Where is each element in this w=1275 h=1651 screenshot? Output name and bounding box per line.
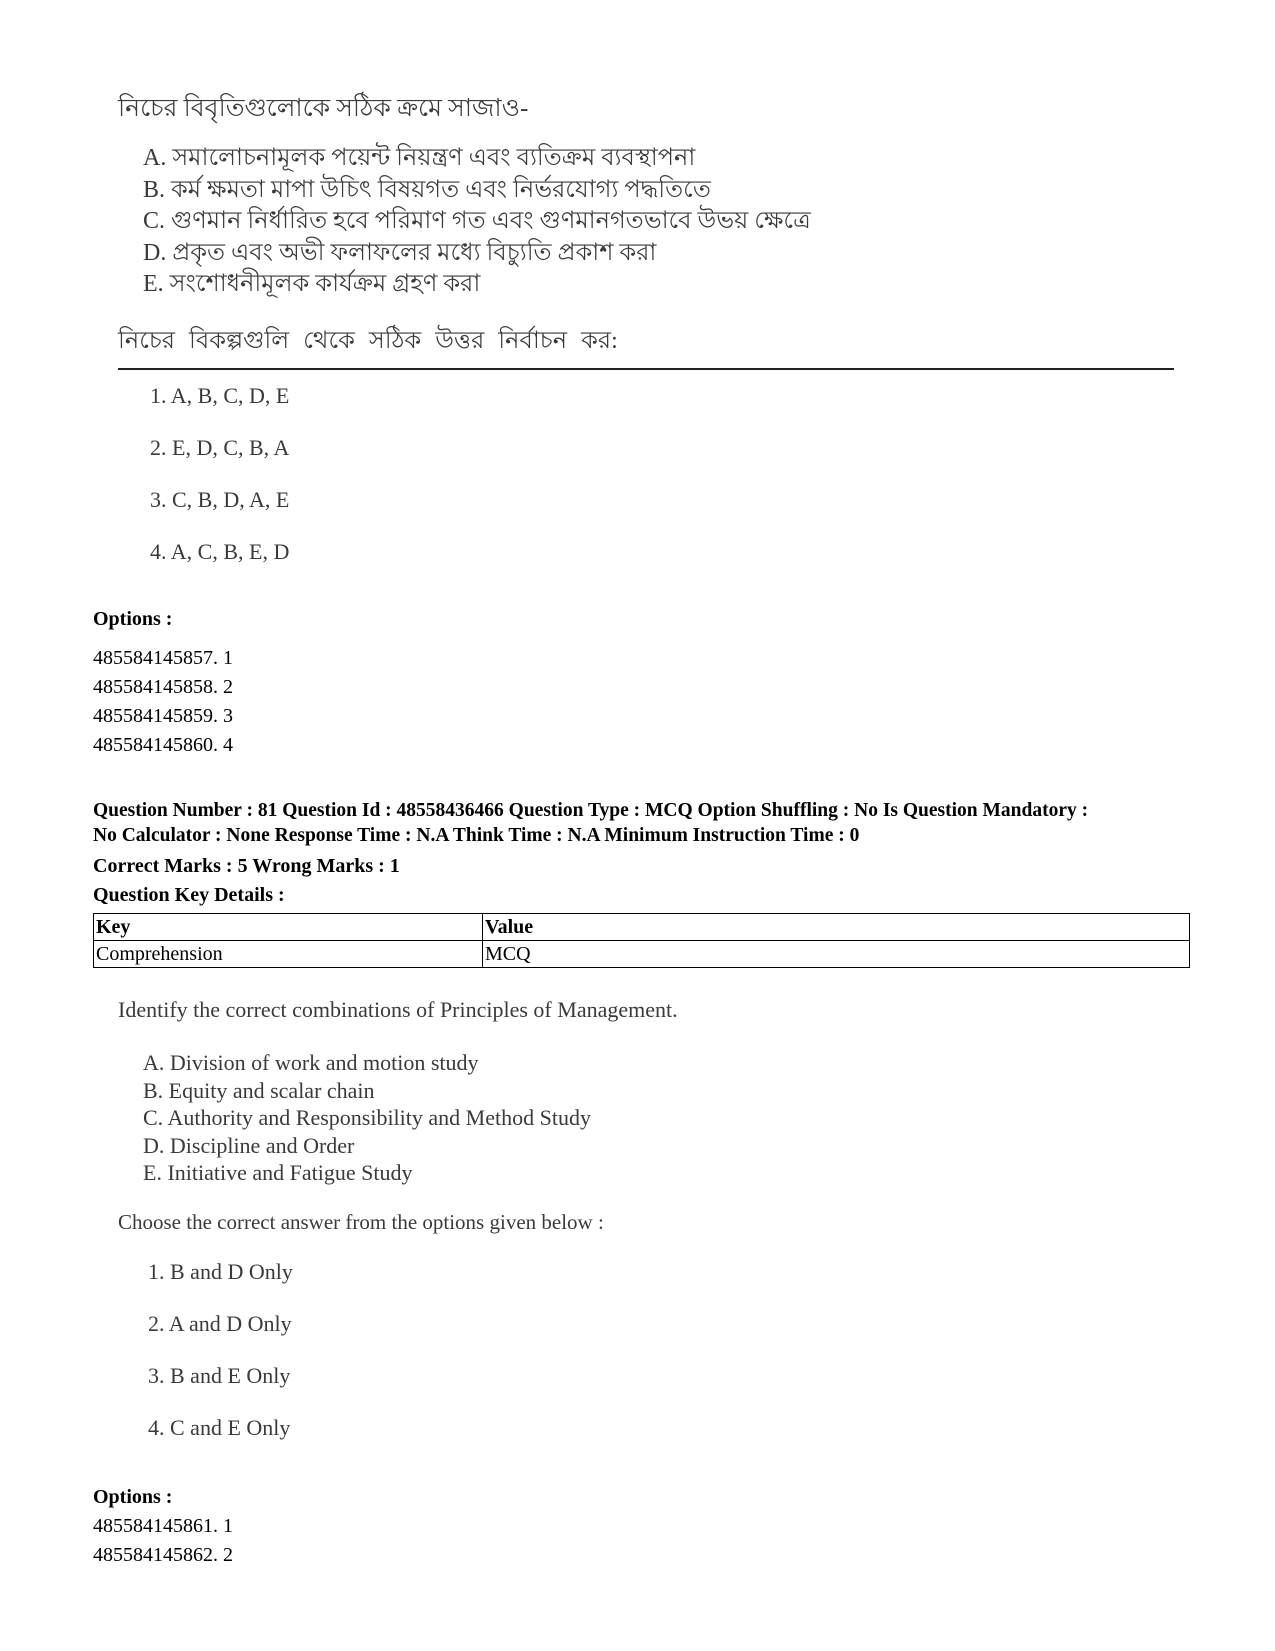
table-header-value: Value bbox=[483, 914, 1190, 941]
answer-choice-1: 1. A, B, C, D, E bbox=[150, 383, 290, 408]
key-details-table bbox=[93, 913, 1190, 968]
question-81-choose-text: Choose the correct answer from the options given below : bbox=[118, 1210, 604, 1234]
table-cell-value: MCQ bbox=[483, 941, 1190, 968]
option-item: 485584145857. 1 bbox=[93, 647, 233, 669]
statement-c: C. Authority and Responsibility and Method Study bbox=[143, 1105, 591, 1130]
question-80-choose-text: নিচের বিকল্পগুলি থেকে সঠিক উত্তর নির্বাচন কর: bbox=[118, 328, 618, 354]
option-item: 485584145859. 3 bbox=[93, 705, 233, 727]
answer-choice-1: 1. B and D Only bbox=[148, 1259, 293, 1284]
options-title: Options : bbox=[93, 1486, 173, 1508]
metadata-line-1: Question Number : 81 Question Id : 48558436466 Question Type : MCQ Option Shuffling : No Is Question Mandatory : bbox=[93, 800, 1089, 821]
marks-line: Correct Marks : 5 Wrong Marks : 1 bbox=[93, 855, 400, 877]
options-list bbox=[93, 644, 233, 760]
option-item: 485584145862. 2 bbox=[93, 1544, 233, 1566]
statement-a: A. Division of work and motion study bbox=[143, 1050, 479, 1075]
question-80-intro: নিচের বিবৃতিগুলোকে সঠিক ক্রমে সাজাও- bbox=[118, 95, 529, 122]
table-header-row bbox=[94, 914, 1190, 941]
table-header-key: Key bbox=[94, 914, 483, 941]
statement-c: C. গুণমান নির্ধারিত হবে পরিমাণ গত এবং গুণমানগতভাবে উভয় ক্ষেত্রে bbox=[143, 208, 811, 234]
answer-choice-3: 3. B and E Only bbox=[148, 1363, 291, 1388]
option-item: 485584145858. 2 bbox=[93, 676, 233, 698]
answer-choice-3: 3. C, B, D, A, E bbox=[150, 487, 290, 512]
statement-d: D. Discipline and Order bbox=[143, 1132, 355, 1158]
statement-d: D. প্রকৃত এবং অভী ফলাফলের মধ্যে বিচ্যুতি প্রকাশ করা bbox=[143, 239, 657, 266]
answer-choice-2: 2. E, D, C, B, A bbox=[150, 435, 290, 460]
table-row bbox=[94, 941, 1190, 968]
answer-choice-4: 4. A, C, B, E, D bbox=[150, 539, 290, 564]
question-80-statements bbox=[143, 143, 811, 301]
table-cell-key: Comprehension bbox=[94, 941, 483, 968]
question-81-intro: Identify the correct combinations of Principles of Management. bbox=[118, 997, 678, 1022]
option-item: 485584145861. 1 bbox=[93, 1515, 233, 1537]
option-item: 485584145860. 4 bbox=[93, 734, 233, 756]
metadata-line-2: No Calculator : None Response Time : N.A Think Time : N.A Minimum Instruction Time : 0 bbox=[93, 824, 860, 846]
question-81-metadata bbox=[93, 799, 1088, 848]
key-details-title: Question Key Details : bbox=[93, 884, 285, 906]
answer-choice-2: 2. A and D Only bbox=[148, 1311, 292, 1336]
statement-b: B. Equity and scalar chain bbox=[143, 1077, 375, 1103]
statement-a: A. সমালোচনামূলক পয়েন্ট নিয়ন্ত্রণ এবং ব্যতিক্রম ব্যবস্থাপনা bbox=[143, 145, 696, 171]
statement-e: E. সংশোধনীমূলক কার্যক্রম গ্রহণ করা bbox=[143, 271, 481, 297]
options-list bbox=[93, 1512, 233, 1570]
statement-e: E. Initiative and Fatigue Study bbox=[143, 1160, 413, 1185]
answer-choice-4: 4. C and E Only bbox=[148, 1415, 291, 1440]
options-title: Options : bbox=[93, 608, 173, 630]
statement-b: B. কর্ম ক্ষমতা মাপা উচিৎ বিষয়গত এবং নির্ভরযোগ্য পদ্ধতিতে bbox=[143, 176, 711, 203]
horizontal-divider bbox=[118, 368, 1174, 370]
question-81-statements bbox=[143, 1049, 591, 1187]
